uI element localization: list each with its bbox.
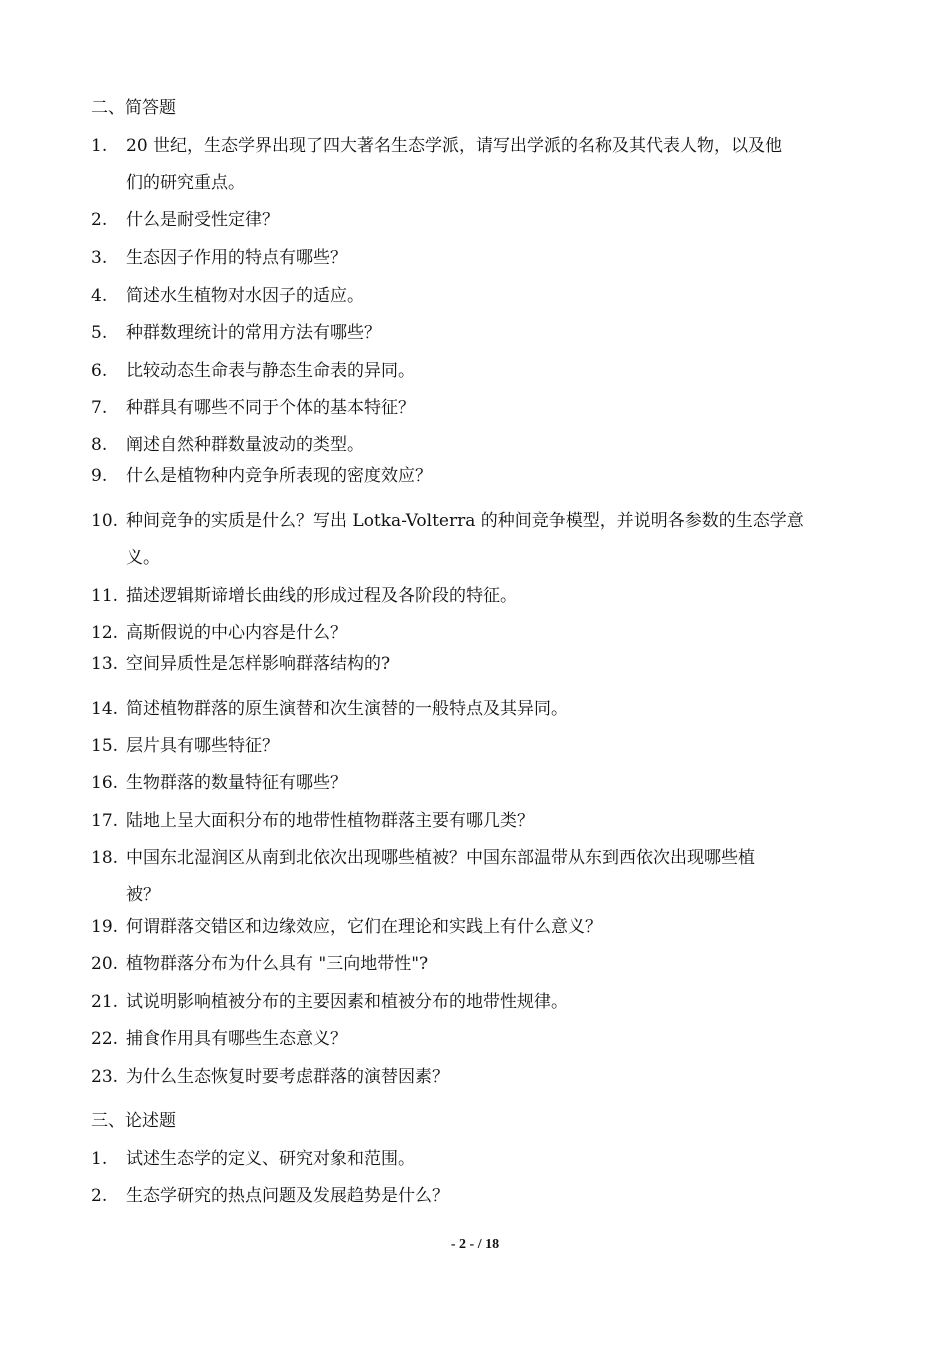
question-text: 中国东北湿润区从南到北依次出现哪些植被？中国东部温带从东到西依次出现哪些植	[126, 848, 755, 868]
question-text: 何谓群落交错区和边缘效应，它们在理论和实践上有什么意义？	[126, 917, 602, 937]
question-number: 9.	[91, 466, 108, 486]
question-number: 13.	[91, 654, 119, 674]
question-text: 植物群落分布为什么具有 "三向地带性"?	[126, 954, 429, 974]
question-number: 3.	[91, 248, 108, 268]
question-number: 16.	[91, 773, 119, 793]
question-number: 17.	[91, 811, 119, 831]
question-number: 1.	[91, 136, 108, 156]
question-number: 19.	[91, 917, 119, 937]
question-text: 陆地上呈大面积分布的地带性植物群落主要有哪几类？	[126, 811, 534, 831]
question-text: 高斯假说的中心内容是什么？	[126, 623, 347, 643]
question-number: 2.	[91, 1186, 108, 1206]
question-number: 21.	[91, 992, 119, 1012]
question-number: 2.	[91, 210, 108, 230]
question-number: 18.	[91, 848, 119, 868]
question-text-continued: 们的研究重点。	[126, 173, 245, 193]
question-text: 捕食作用具有哪些生态意义？	[126, 1029, 347, 1049]
section-heading-essay: 三、论述题	[91, 1111, 176, 1131]
question-text: 什么是植物种内竞争所表现的密度效应？	[126, 466, 432, 486]
question-number: 1.	[91, 1149, 108, 1169]
question-number: 23.	[91, 1067, 119, 1087]
question-text: 20 世纪，生态学界出现了四大著名生态学派，请写出学派的名称及其代表人物，以及他	[126, 136, 783, 156]
question-text: 阐述自然种群数量波动的类型。	[126, 435, 364, 455]
question-number: 14.	[91, 699, 119, 719]
question-text-continued: 义。	[126, 548, 160, 568]
question-number: 8.	[91, 435, 108, 455]
question-number: 7.	[91, 398, 108, 418]
page-number-footer: - 2 - / 18	[450, 1237, 500, 1252]
question-text-continued: 被？	[126, 885, 160, 905]
question-number: 22.	[91, 1029, 119, 1049]
question-text: 层片具有哪些特征？	[126, 736, 279, 756]
question-number: 4.	[91, 286, 108, 306]
section-heading-short-answer: 二、简答题	[91, 98, 176, 118]
question-number: 11.	[91, 586, 119, 606]
question-text: 生物群落的数量特征有哪些？	[126, 773, 347, 793]
question-text: 什么是耐受性定律？	[126, 210, 279, 230]
question-text: 种群具有哪些不同于个体的基本特征？	[126, 398, 415, 418]
question-number: 12.	[91, 623, 119, 643]
question-number: 10.	[91, 511, 119, 531]
question-text: 生态学研究的热点问题及发展趋势是什么？	[126, 1186, 449, 1206]
question-text: 空间异质性是怎样影响群落结构的?	[126, 654, 391, 674]
question-text: 种间竞争的实质是什么？写出 Lotka-Volterra 的种间竞争模型，并说明各参数的生态学意	[126, 511, 804, 531]
question-text: 比较动态生命表与静态生命表的异同。	[126, 361, 415, 381]
question-text: 简述植物群落的原生演替和次生演替的一般特点及其异同。	[126, 699, 568, 719]
question-text: 描述逻辑斯谛增长曲线的形成过程及各阶段的特征。	[126, 586, 517, 606]
question-number: 20.	[91, 954, 119, 974]
question-number: 5.	[91, 323, 108, 343]
question-text: 试说明影响植被分布的主要因素和植被分布的地带性规律。	[126, 992, 568, 1012]
question-text: 种群数理统计的常用方法有哪些？	[126, 323, 381, 343]
question-text: 简述水生植物对水因子的适应。	[126, 286, 364, 306]
question-text: 试述生态学的定义、研究对象和范围。	[126, 1149, 415, 1169]
question-number: 15.	[91, 736, 119, 756]
question-text: 为什么生态恢复时要考虑群落的演替因素？	[126, 1067, 449, 1087]
question-number: 6.	[91, 361, 108, 381]
question-text: 生态因子作用的特点有哪些？	[126, 248, 347, 268]
